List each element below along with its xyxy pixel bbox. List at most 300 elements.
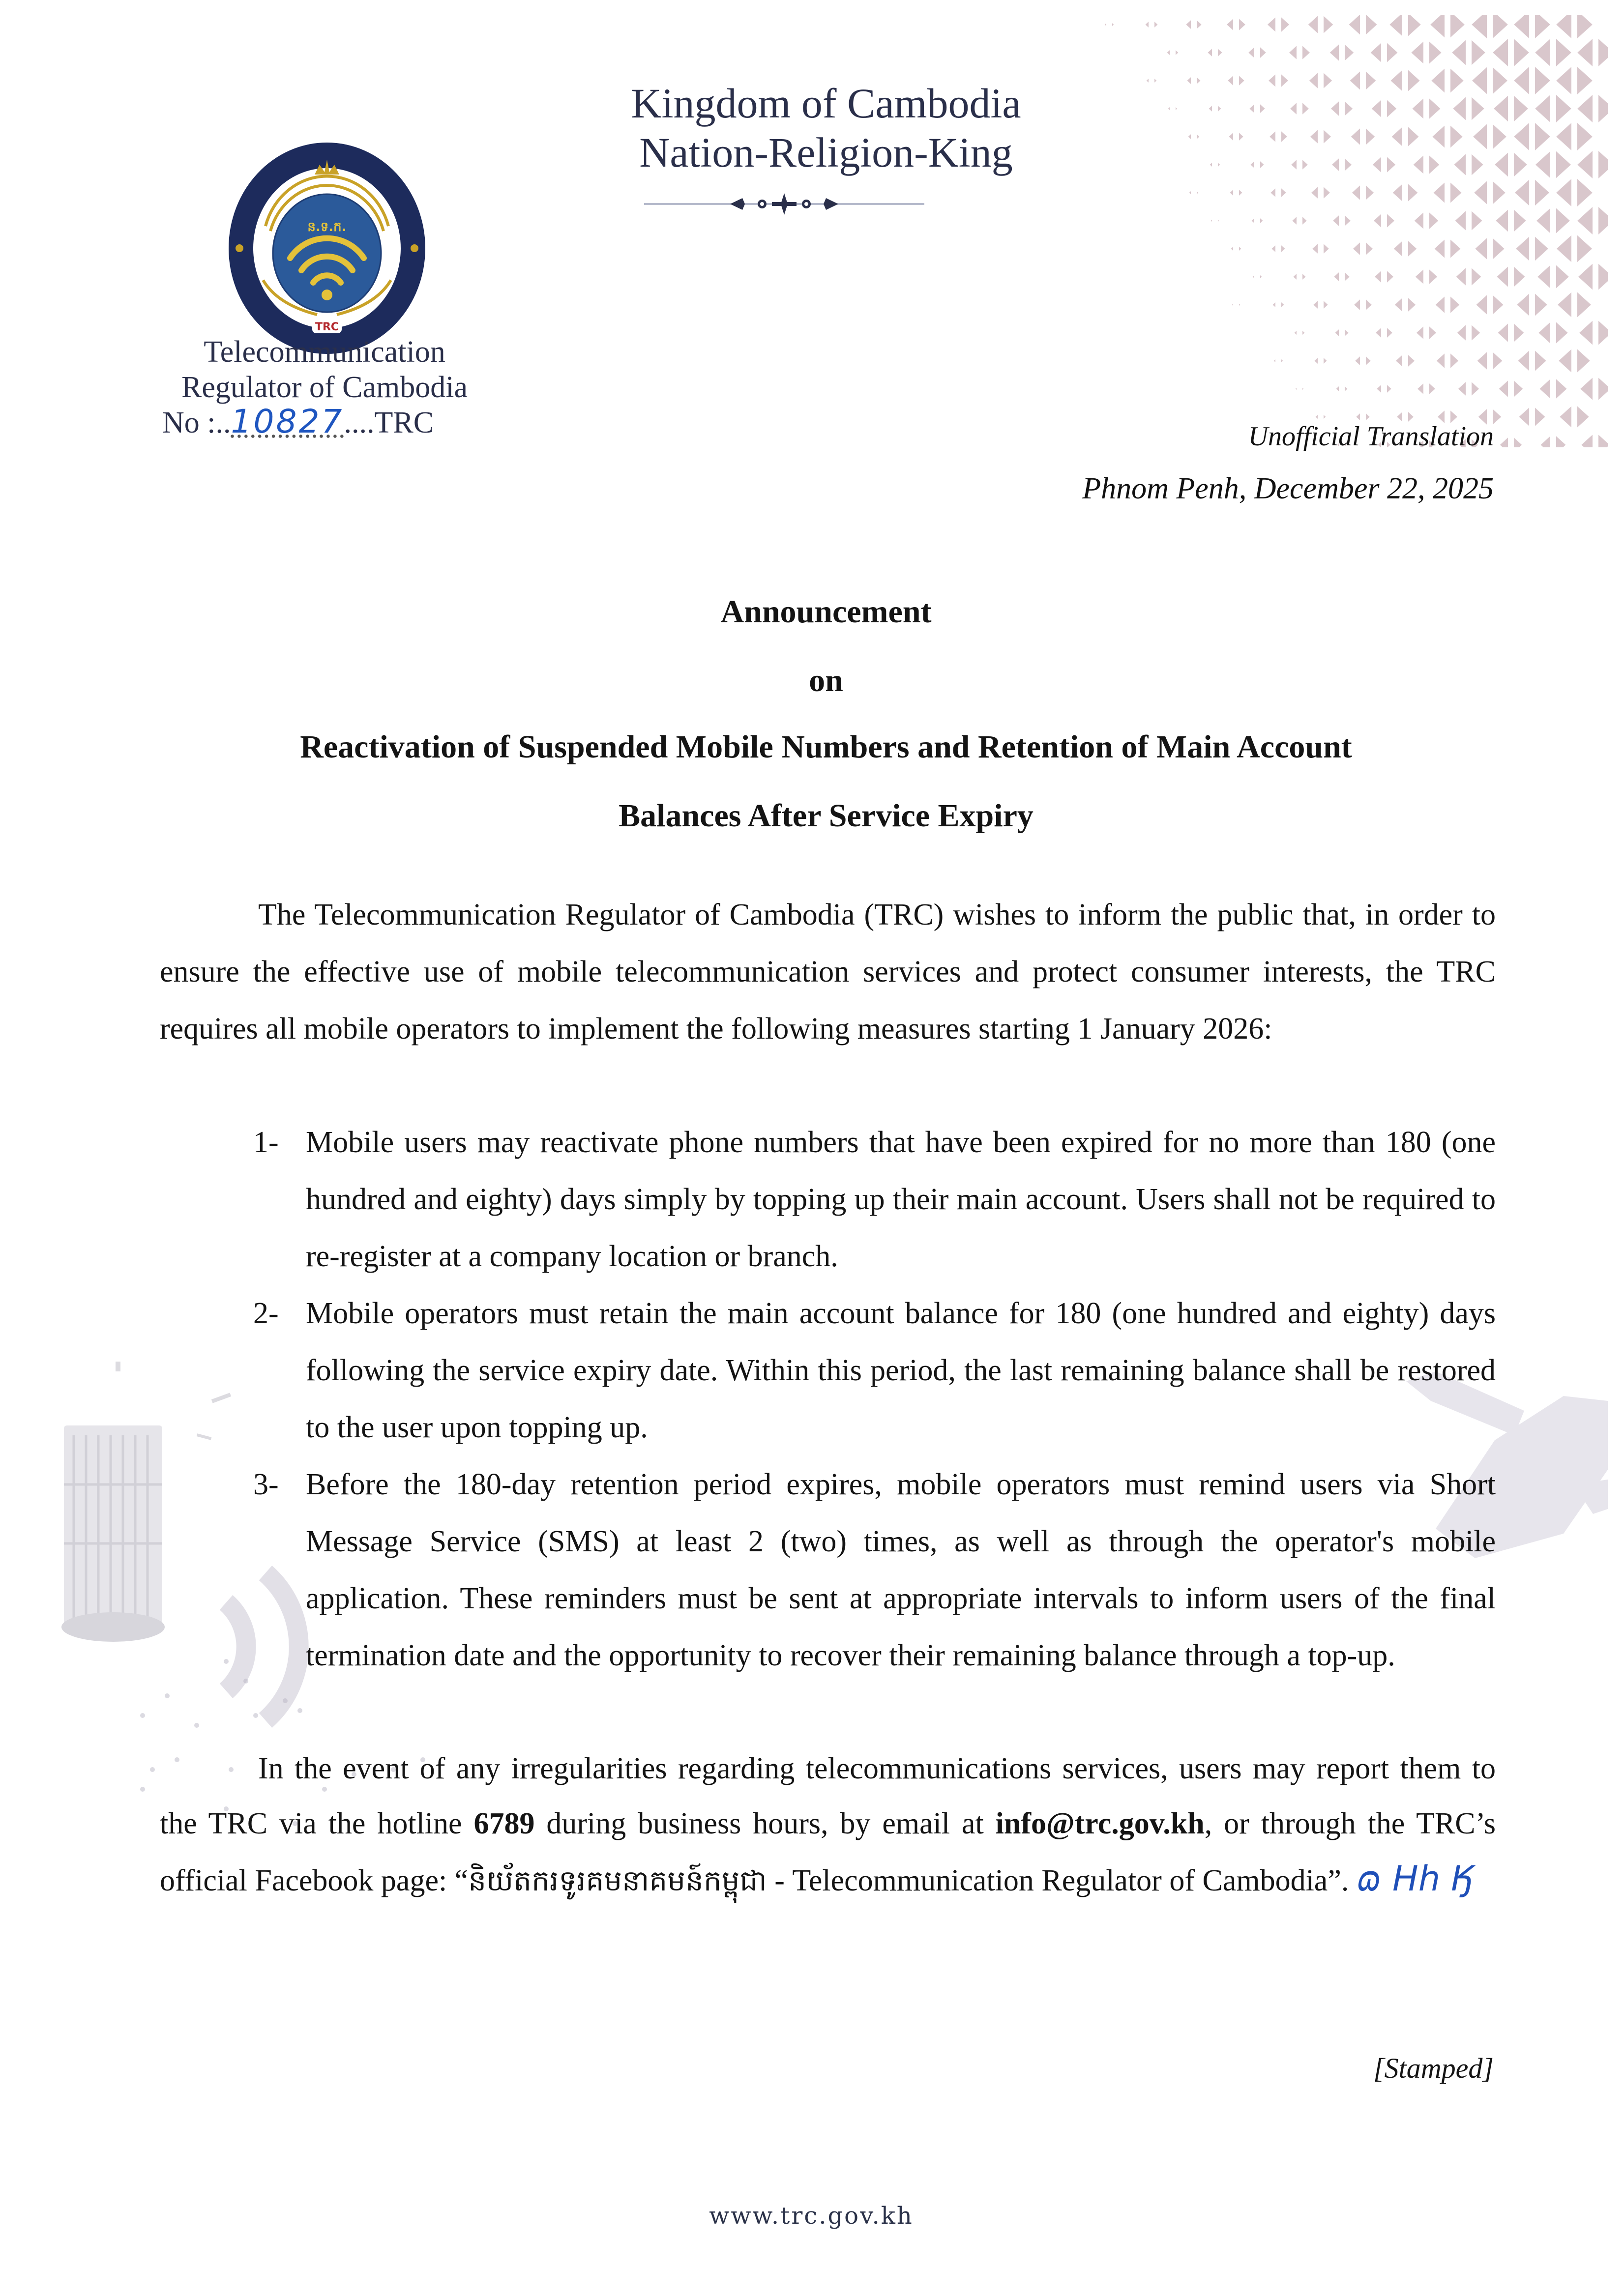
pattern-triangle (1493, 15, 1508, 38)
pattern-triangle (1517, 294, 1529, 316)
pattern-triangle (1395, 298, 1402, 311)
pattern-triangle (1375, 271, 1381, 283)
pattern-triangle (1387, 43, 1397, 62)
pattern-triangle (1450, 296, 1459, 313)
pattern-triangle (1577, 207, 1593, 234)
pattern-triangle (1189, 191, 1191, 194)
pattern-triangle (1248, 47, 1254, 58)
measure-1-text: Mobile users may reactivate phone numbers that have been expired for no more than 180 (one hundred and eighty) days simply by topping up their main account. Users shall not be required to re-register at a company location or branch. (306, 1126, 1496, 1273)
pattern-triangle (1577, 235, 1592, 262)
pattern-triangle (1324, 415, 1326, 419)
pattern-triangle (1432, 126, 1445, 148)
pattern-triangle (1281, 188, 1286, 197)
pattern-triangle (1577, 123, 1593, 150)
pattern-triangle (1494, 96, 1508, 122)
pattern-triangle (1598, 378, 1608, 400)
pattern-triangle (1598, 207, 1608, 234)
pattern-triangle (1167, 50, 1170, 55)
pattern-triangle (1535, 123, 1550, 150)
pattern-triangle (1260, 104, 1265, 113)
contact-text-1: In the event of any irregularities regarding telecommunications services, users may report them to the TRC via the hotline (160, 1752, 1496, 1840)
pattern-triangle (1366, 15, 1377, 34)
pattern-triangle (1535, 407, 1545, 426)
pattern-triangle (1239, 190, 1242, 196)
pattern-triangle (1324, 187, 1330, 198)
pattern-triangle (1336, 386, 1339, 391)
pattern-triangle (1472, 211, 1482, 230)
pattern-triangle (1253, 275, 1254, 278)
pattern-triangle (1556, 265, 1569, 289)
pattern-triangle (1230, 190, 1233, 196)
pattern-triangle (1436, 296, 1445, 313)
pattern-triangle (1273, 302, 1275, 307)
pattern-triangle (1598, 39, 1608, 66)
pattern-triangle (1281, 74, 1288, 87)
pattern-triangle (1472, 268, 1481, 285)
ref-prefix: No :.. (162, 406, 231, 439)
pattern-triangle (1197, 134, 1199, 139)
pattern-triangle (1515, 180, 1529, 206)
trc-logo (224, 138, 430, 359)
pattern-triangle (1330, 44, 1339, 60)
pattern-triangle (1558, 292, 1571, 318)
pattern-triangle (1290, 103, 1297, 114)
pattern-triangle (1535, 237, 1548, 261)
pattern-triangle (1324, 301, 1328, 309)
contact-text-2: during business hours, by email at (534, 1807, 996, 1840)
pattern-triangle (1495, 153, 1508, 177)
pattern-triangle (1387, 271, 1393, 283)
pattern-triangle (1281, 302, 1284, 307)
pattern-triangle (1560, 406, 1571, 427)
pattern-triangle (1281, 17, 1289, 31)
pattern-triangle (1270, 188, 1275, 197)
pattern-triangle (1377, 385, 1381, 393)
pattern-triangle (1324, 358, 1327, 364)
pattern-triangle (1416, 269, 1423, 284)
pattern-triangle (1450, 239, 1460, 258)
pattern-triangle (1493, 238, 1505, 260)
pattern-triangle (1146, 22, 1149, 28)
pattern-triangle (1556, 151, 1571, 178)
title-subject-line2: Balances After Service Expiry (619, 798, 1033, 834)
pattern-triangle (1211, 220, 1212, 222)
pattern-triangle (1227, 19, 1233, 30)
pattern-triangle (1577, 67, 1593, 94)
pattern-triangle (1218, 163, 1220, 167)
title-subject-line1: Reactivation of Suspended Mobile Numbers and Retention of Main Account (300, 729, 1352, 765)
pattern-triangle (1197, 20, 1202, 29)
pattern-triangle (1450, 353, 1458, 368)
pattern-triangle (1308, 16, 1318, 33)
pattern-triangle (1472, 40, 1485, 65)
pattern-triangle (1538, 322, 1550, 344)
pattern-triangle (1493, 67, 1507, 94)
pattern-triangle (1232, 304, 1233, 306)
pattern-triangle (1598, 95, 1608, 122)
pattern-triangle (1472, 325, 1480, 340)
pattern-triangle (1514, 96, 1528, 122)
pattern-triangle (1345, 386, 1347, 391)
pattern-triangle (1209, 106, 1212, 112)
pattern-triangle (1324, 73, 1332, 88)
pattern-triangle (1345, 329, 1349, 336)
pattern-triangle (1497, 266, 1508, 287)
pattern-triangle (1577, 349, 1590, 373)
pattern-triangle (1474, 181, 1487, 204)
pattern-triangle (1580, 378, 1593, 400)
pattern-triangle (1268, 17, 1275, 31)
pattern-triangle (1514, 67, 1529, 94)
pattern-triangle (1374, 214, 1381, 227)
pattern-triangle (1373, 157, 1381, 172)
dateline: Phnom Penh, December 22, 2025 (1082, 472, 1494, 505)
pattern-triangle (1472, 154, 1483, 175)
pattern-triangle (1281, 245, 1285, 252)
kingdom-line: Kingdom of Cambodia (631, 80, 1021, 127)
pattern-triangle (1431, 69, 1445, 93)
pattern-triangle (1260, 47, 1266, 58)
stamped-note: [Stamped] (1373, 2052, 1494, 2084)
pattern-triangle (1356, 413, 1360, 420)
pattern-triangle (1598, 151, 1608, 178)
pattern-triangle (1260, 275, 1262, 278)
pattern-triangle (1456, 268, 1466, 285)
pattern-triangle (1351, 128, 1360, 145)
pattern-triangle (1514, 15, 1529, 38)
measure-1-number: 1- (253, 1126, 279, 1159)
pattern-triangle (1450, 15, 1465, 37)
ref-suffix: ....TRC (344, 406, 434, 439)
ref-number-handwritten: 10827 (231, 403, 344, 440)
pattern-triangle (1452, 40, 1466, 65)
pattern-triangle (1354, 299, 1360, 310)
pattern-triangle (1454, 154, 1466, 175)
pattern-triangle (1414, 155, 1423, 174)
pattern-triangle (1493, 352, 1502, 369)
pattern-triangle (1197, 191, 1198, 194)
pattern-triangle (1559, 349, 1571, 373)
pattern-triangle (1302, 331, 1304, 335)
pattern-triangle (1296, 388, 1297, 390)
pattern-triangle (1376, 328, 1381, 338)
pattern-triangle (1598, 435, 1608, 447)
pattern-triangle (1260, 161, 1264, 168)
pattern-triangle (1239, 133, 1243, 141)
organization-name (152, 334, 497, 405)
pattern-triangle (1581, 435, 1593, 447)
pattern-triangle (1475, 238, 1487, 260)
pattern-triangle (1535, 95, 1550, 122)
pattern-triangle (1493, 409, 1501, 424)
pattern-triangle (1514, 123, 1529, 150)
pattern-triangle (1514, 210, 1526, 232)
pattern-triangle (1187, 77, 1191, 84)
pattern-triangle (1239, 76, 1244, 85)
pattern-triangle (1535, 151, 1550, 178)
pattern-triangle (1291, 160, 1297, 170)
pattern-triangle (1476, 295, 1487, 314)
pattern-triangle (1366, 299, 1372, 310)
pattern-triangle (1577, 406, 1589, 427)
intro-paragraph: The Telecommunication Regulator of Cambodia (TRC) wishes to inform the public that, in order to ensure the effective use of mobile telecommunication services and protect consumer interests, the TRC requires all mobile operators to implement the following measures starting 1 January 2026: (160, 898, 1496, 1046)
pattern-triangle (1387, 385, 1391, 393)
pattern-triangle (1472, 67, 1487, 94)
pattern-triangle (1229, 133, 1233, 141)
pattern-triangle (1408, 70, 1420, 91)
pattern-triangle (1270, 131, 1275, 142)
pattern-triangle (1331, 101, 1339, 116)
pattern-triangle (1345, 101, 1353, 116)
pattern-triangle (1218, 106, 1221, 112)
pattern-triangle (1366, 185, 1374, 200)
pattern-triangle (1556, 39, 1571, 66)
pattern-triangle (1598, 264, 1608, 290)
pattern-triangle (1188, 134, 1191, 139)
pattern-triangle (1249, 104, 1254, 113)
pattern-triangle (1387, 157, 1395, 172)
pattern-triangle (1556, 208, 1570, 233)
measure-2-text: Mobile operators must retain the main account balance for 180 (one hundred and eighty) days following the service expiry date. Within this period, the last remaining balance shall be restored to the user upon topping up. (306, 1297, 1496, 1444)
pattern-triangle (1366, 413, 1370, 420)
pattern-triangle (1176, 50, 1178, 55)
pattern-triangle (1556, 379, 1567, 398)
pattern-triangle (1349, 15, 1360, 34)
pattern-triangle (1281, 359, 1283, 362)
pattern-triangle (1371, 43, 1381, 62)
pattern-triangle (1239, 19, 1245, 30)
pattern-triangle (1408, 127, 1418, 146)
pattern-triangle (1535, 350, 1546, 371)
pattern-triangle (1218, 49, 1222, 57)
pattern-triangle (1228, 76, 1233, 85)
pattern-triangle (1387, 328, 1392, 338)
contact-text-3: , or through the TRC’s official Facebook page: “ (160, 1807, 1496, 1897)
pattern-triangle (1514, 323, 1524, 342)
pattern-triangle (1472, 382, 1479, 395)
pattern-triangle (1499, 380, 1508, 397)
footer-website: www.trc.gov.kh (709, 2202, 914, 2230)
pattern-triangle (1112, 23, 1114, 26)
pattern-triangle (1197, 77, 1201, 84)
pattern-triangle (1429, 269, 1437, 284)
reference-number (162, 404, 497, 440)
pattern-triangle (1302, 274, 1306, 280)
pattern-triangle (1295, 331, 1297, 335)
pattern-triangle (1210, 163, 1212, 167)
pattern-triangle (1314, 358, 1318, 364)
pattern-triangle (1333, 215, 1339, 226)
pattern-triangle (1252, 218, 1254, 223)
pattern-triangle (1579, 321, 1593, 345)
title-on: on (809, 663, 843, 698)
pattern-triangle (1493, 39, 1508, 66)
org-name-line2: Regulator of Cambodia (181, 371, 468, 404)
pattern-triangle (1389, 15, 1402, 36)
pattern-triangle (1514, 437, 1522, 447)
pattern-triangle (1493, 124, 1506, 149)
pattern-triangle (1293, 274, 1297, 280)
pattern-triangle (1472, 15, 1487, 38)
pattern-triangle (1535, 294, 1547, 316)
translation-note: Unofficial Translation (1248, 421, 1494, 452)
pattern-triangle (1535, 180, 1549, 206)
handwritten-initials: ɷ Hh Ӄ (1356, 1859, 1474, 1899)
pattern-triangle (1411, 42, 1423, 64)
pattern-triangle (1429, 99, 1440, 119)
pattern-triangle (1302, 46, 1310, 59)
pattern-triangle (1186, 20, 1191, 29)
ornament-divider-icon (644, 189, 924, 219)
pattern-triangle (1453, 97, 1466, 120)
pattern-triangle (1396, 355, 1402, 367)
decorative-triangle-pattern (1057, 15, 1608, 447)
pattern-triangle (1302, 103, 1309, 114)
pattern-triangle (1413, 99, 1423, 119)
pattern-triangle (1312, 244, 1318, 254)
pattern-triangle (1147, 79, 1149, 83)
pattern-triangle (1556, 123, 1571, 150)
pattern-triangle (1408, 355, 1415, 367)
pattern-triangle (1516, 237, 1529, 261)
pattern-triangle (1437, 353, 1445, 368)
pattern-triangle (1577, 151, 1593, 178)
pattern-triangle (1250, 161, 1254, 168)
pattern-triangle (1292, 217, 1297, 225)
pattern-triangle (1429, 212, 1438, 229)
pattern-triangle (1450, 183, 1462, 203)
pattern-triangle (1556, 67, 1571, 94)
pattern-triangle (1289, 46, 1297, 59)
pattern-triangle (1260, 218, 1263, 223)
pattern-triangle (1154, 22, 1157, 28)
kingdom-heading (585, 79, 1067, 177)
pattern-triangle (1556, 15, 1571, 38)
contact-text-4: - Telecommunication Regulator of Cambodia”. (767, 1864, 1349, 1897)
pattern-triangle (1450, 69, 1464, 93)
pattern-triangle (1345, 215, 1351, 226)
pattern-triangle (1387, 100, 1396, 117)
pattern-triangle (1408, 15, 1421, 36)
pattern-triangle (1302, 388, 1303, 390)
pattern-triangle (1302, 217, 1307, 225)
pattern-triangle (1345, 272, 1350, 281)
pattern-triangle (1577, 39, 1593, 66)
pattern-triangle (1556, 322, 1568, 344)
logo-trc-label: TRC (315, 321, 339, 333)
pattern-triangle (1313, 301, 1318, 309)
pattern-triangle (1310, 130, 1318, 143)
pattern-triangle (1352, 185, 1360, 200)
pattern-triangle (1355, 356, 1360, 365)
svg-text:ន.ទ.ក.: ន.ទ.ក. (307, 220, 347, 234)
pattern-triangle (1281, 131, 1287, 142)
pattern-triangle (1387, 214, 1394, 227)
pattern-triangle (1539, 379, 1550, 398)
pattern-triangle (1493, 295, 1503, 314)
pattern-triangle (1577, 292, 1591, 318)
pattern-triangle (1417, 326, 1423, 339)
pattern-triangle (1154, 79, 1156, 83)
pattern-triangle (1408, 241, 1417, 256)
pattern-triangle (1500, 437, 1508, 447)
pattern-triangle (1477, 352, 1487, 369)
pattern-triangle (1430, 15, 1445, 37)
pattern-triangle (1429, 326, 1436, 339)
pattern-triangle (1455, 211, 1466, 230)
pattern-triangle (1415, 212, 1423, 229)
pattern-triangle (1271, 245, 1275, 252)
pattern-triangle (1239, 304, 1240, 306)
pattern-triangle (1514, 153, 1527, 177)
measure-3-text: Before the 180-day retention period expires, mobile operators must remind users via Short Message Service (SMS) at least 2 (two) times, as well as through the operator's mobile application. These reminders must be sent at appropriate intervals to inform users of the final termination date and the opportunity to recover their remaining balance through a top-up. (306, 1468, 1496, 1672)
pattern-triangle (1335, 329, 1339, 336)
pattern-triangle (1393, 184, 1402, 201)
pattern-triangle (1429, 155, 1439, 174)
pattern-triangle (1514, 266, 1525, 287)
pattern-triangle (1498, 323, 1508, 342)
pattern-triangle (1353, 242, 1360, 255)
pattern-triangle (1536, 208, 1550, 233)
pattern-triangle (1309, 73, 1318, 88)
pattern-triangle (1218, 220, 1219, 222)
pattern-triangle (1408, 184, 1417, 201)
pattern-triangle (1302, 160, 1308, 170)
contact-paragraph (160, 1741, 1496, 1908)
pattern-triangle (1557, 235, 1571, 262)
measure-3-number: 3- (253, 1468, 279, 1501)
pattern-triangle (1458, 382, 1466, 395)
pattern-triangle (1334, 272, 1339, 281)
pattern-triangle (1472, 97, 1484, 120)
pattern-triangle (1473, 124, 1487, 149)
pattern-triangle (1435, 239, 1445, 258)
pattern-triangle (1408, 298, 1416, 311)
pattern-triangle (1598, 321, 1608, 345)
pattern-triangle (1514, 380, 1523, 397)
khmer-page-name: និយ័តករទូរគមនាគមន៍កម្ពុជា (468, 1864, 767, 1897)
pattern-triangle (1208, 49, 1212, 57)
pattern-triangle (1168, 107, 1170, 110)
pattern-triangle (1105, 23, 1106, 26)
pattern-triangle (1535, 39, 1550, 66)
pattern-triangle (1269, 74, 1275, 87)
pattern-triangle (1324, 16, 1333, 33)
motto-line: Nation-Religion-King (639, 129, 1013, 176)
pattern-triangle (1394, 241, 1402, 256)
pattern-triangle (1535, 15, 1550, 38)
pattern-triangle (1518, 350, 1529, 371)
pattern-triangle (1537, 265, 1550, 289)
pattern-triangle (1433, 183, 1445, 203)
org-name-line1: Telecommunication (204, 335, 445, 369)
pattern-triangle (1366, 356, 1371, 365)
pattern-triangle (1457, 325, 1466, 340)
pattern-triangle (1429, 383, 1435, 394)
measure-2-number: 2- (253, 1297, 279, 1330)
pattern-triangle (1345, 158, 1352, 171)
pattern-triangle (1541, 436, 1550, 447)
pattern-triangle (1366, 128, 1375, 145)
pattern-triangle (1535, 67, 1550, 94)
pattern-triangle (1350, 72, 1360, 90)
title-announcement: Announcement (720, 594, 932, 630)
pattern-triangle (1239, 247, 1241, 251)
pattern-triangle (1417, 383, 1423, 394)
pattern-triangle (1366, 242, 1373, 255)
pattern-triangle (1577, 95, 1593, 122)
pattern-triangle (1366, 72, 1376, 90)
